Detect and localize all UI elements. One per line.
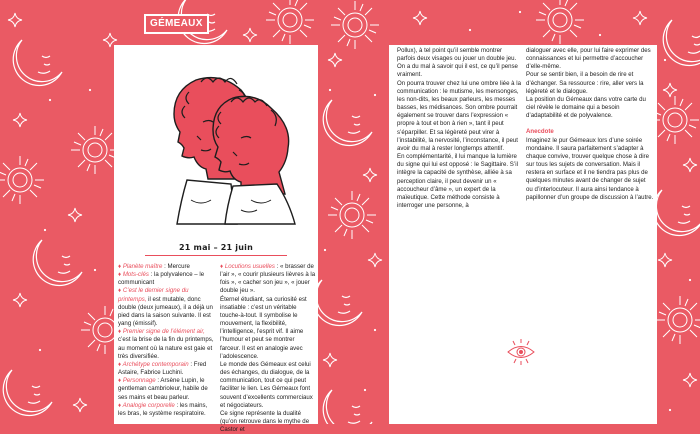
entry-text: c’est la brise de la fin du printemps, au moment où la nature est gaie et très diversifiée. (118, 336, 214, 360)
paragraph: On pourra trouver chez lui une ombre liée à la communication : le mutisme, les mensonges, les non-dits, les beaux parleurs, les messes basses, les médisances. Son ombre pourrait également se trouver dans l’expression « propre à tout et bon à rien », tant il peut s’éparpiller. Et sa légèreté peut virer à l’instabilité, la nervosité, l’inconstance, il peut avoir du mal à rester longtemps attentif. (397, 79, 521, 152)
paragraph: Pour se sentir bien, il a besoin de rire et d’échanger. Sa ressource : rire, aller vers la légèreté et le dialogue. (526, 71, 644, 95)
left-column-a (118, 263, 216, 418)
sign-title-badge: GÉMEAUX (144, 14, 209, 34)
paragraph (118, 271, 216, 287)
divider (145, 255, 287, 256)
entry-text: : Mercure (162, 263, 190, 270)
diamond-bullet-icon: ♦ (118, 328, 123, 336)
right-column-a (397, 47, 521, 210)
diamond-bullet-icon: ♦ (118, 287, 123, 295)
date-range: 21 mai – 21 juin (179, 243, 253, 252)
paragraph: dialoguer avec elle, pour lui faire exprimer des connaissances et lui permettre d’accoucher d’elle-même. (526, 47, 651, 71)
entry-label: Planète maître (122, 263, 163, 270)
paragraph: Pollux), à tel point qu’il semble montrer parfois deux visages ou jouer un double jeu. On a du mal à savoir qui il est, ce qu’il pense vraiment. (397, 47, 518, 79)
paragraph (118, 328, 216, 361)
entry-text: : Fred Astaire, Fabrice Luchini. (118, 360, 207, 377)
left-column-b (220, 263, 316, 434)
eye-icon (505, 337, 537, 367)
entry-label: Locutions usuelles (224, 263, 275, 270)
diamond-bullet-icon: ♦ (220, 263, 225, 270)
paragraph: La position du Gémeaux dans votre carte du ciel révèle le domaine qui a besoin d’adaptabilité et de polyvalence. (526, 95, 646, 120)
paragraph (118, 377, 216, 401)
paragraph (118, 402, 216, 418)
diamond-bullet-icon: ♦ (118, 401, 123, 409)
entry-text: Éternel étudiant, sa curiosité est insatiable : c’est un véritable touche-à-tout. Il symbolise le mouvement, la flexibilité, l’intelligence, l’esprit vif. Il aime l’humour et peut se montrer farceur. Il est en analogie avec l’adolescence. (220, 295, 307, 360)
gemini-twins-illustration (121, 60, 311, 230)
entry-text: : les mains, les bras, le système respiratoire. (118, 401, 208, 417)
paragraph (118, 263, 216, 271)
diamond-bullet-icon: ♦ (118, 271, 123, 279)
paragraph: En complémentarité, il lui manque la lumière du signe qui lui est opposé : le Sagittaire. S’il intègre la capacité de synthèse, alliée à sa perception claire, il peut devenir un « accoucheur d’âme », un expert de la maïeutique. Cette méthode consiste à interroger une personne, à (397, 153, 518, 209)
entry-text: Le monde des Gémeaux est celui des échanges, du dialogue, de la communication, tout ce qui peut faciliter le lien. Les Gémeaux font souvent d’excellents commerciaux et négociateurs. (220, 360, 313, 409)
diamond-bullet-icon: ♦ (118, 263, 123, 270)
entry-text: il est mutable, donc double (deux jumeaux), il a déjà un pied dans la saison suivante. Il est yang (émissif). (118, 295, 213, 328)
diamond-bullet-icon: ♦ (118, 360, 123, 368)
entry-label: Archétype contemporain (122, 360, 189, 368)
left-page-panel (114, 45, 318, 434)
entry-label: C’est le dernier signe du printemps, (118, 287, 189, 303)
paragraph (220, 263, 316, 296)
entry-label: Mots-clés (122, 271, 149, 279)
paragraph (118, 287, 216, 328)
entry-text: Ce signe représente la dualité (qu’on retrouve dans le mythe de Castor et (220, 409, 310, 434)
entry-text: : la polyvalence – le communicant (118, 271, 205, 287)
paragraph (220, 410, 316, 434)
right-column-b (526, 47, 654, 202)
anecdote-text: Imaginez le pur Gémeaux lors d’une soirée mondaine. Il saura parfaitement s’adapter à chaque convive, trouver quelque chose à dire sur tous les sujets de conversation. Mais il restera en surface et il ne tiendra pas plus de quelques minutes avant de changer de sujet ou d’interlocuteur. Il aura ainsi tendance à papillonner d’un groupe de discussion à l’autre. (526, 136, 654, 201)
entry-text: : « brasser de l’air », « courir plusieurs lièvres à la fois », « cacher son jeu », « jouer double jeu ». (220, 263, 316, 295)
entry-text: : Arsène Lupin, le gentleman cambrioleur, habile de ses mains et beau parleur. (118, 377, 208, 401)
paragraph (220, 361, 316, 410)
paragraph (220, 296, 316, 361)
entry-label: Analogie corporelle (122, 401, 175, 409)
right-column-b-text (526, 47, 654, 120)
anecdote-title: Anecdote (526, 128, 554, 136)
entry-label: Personnage (122, 377, 156, 385)
right-page-panel (389, 45, 657, 424)
entry-label: Premier signe de l’élément air, (122, 328, 205, 336)
diamond-bullet-icon: ♦ (118, 377, 123, 385)
paragraph (118, 361, 216, 377)
